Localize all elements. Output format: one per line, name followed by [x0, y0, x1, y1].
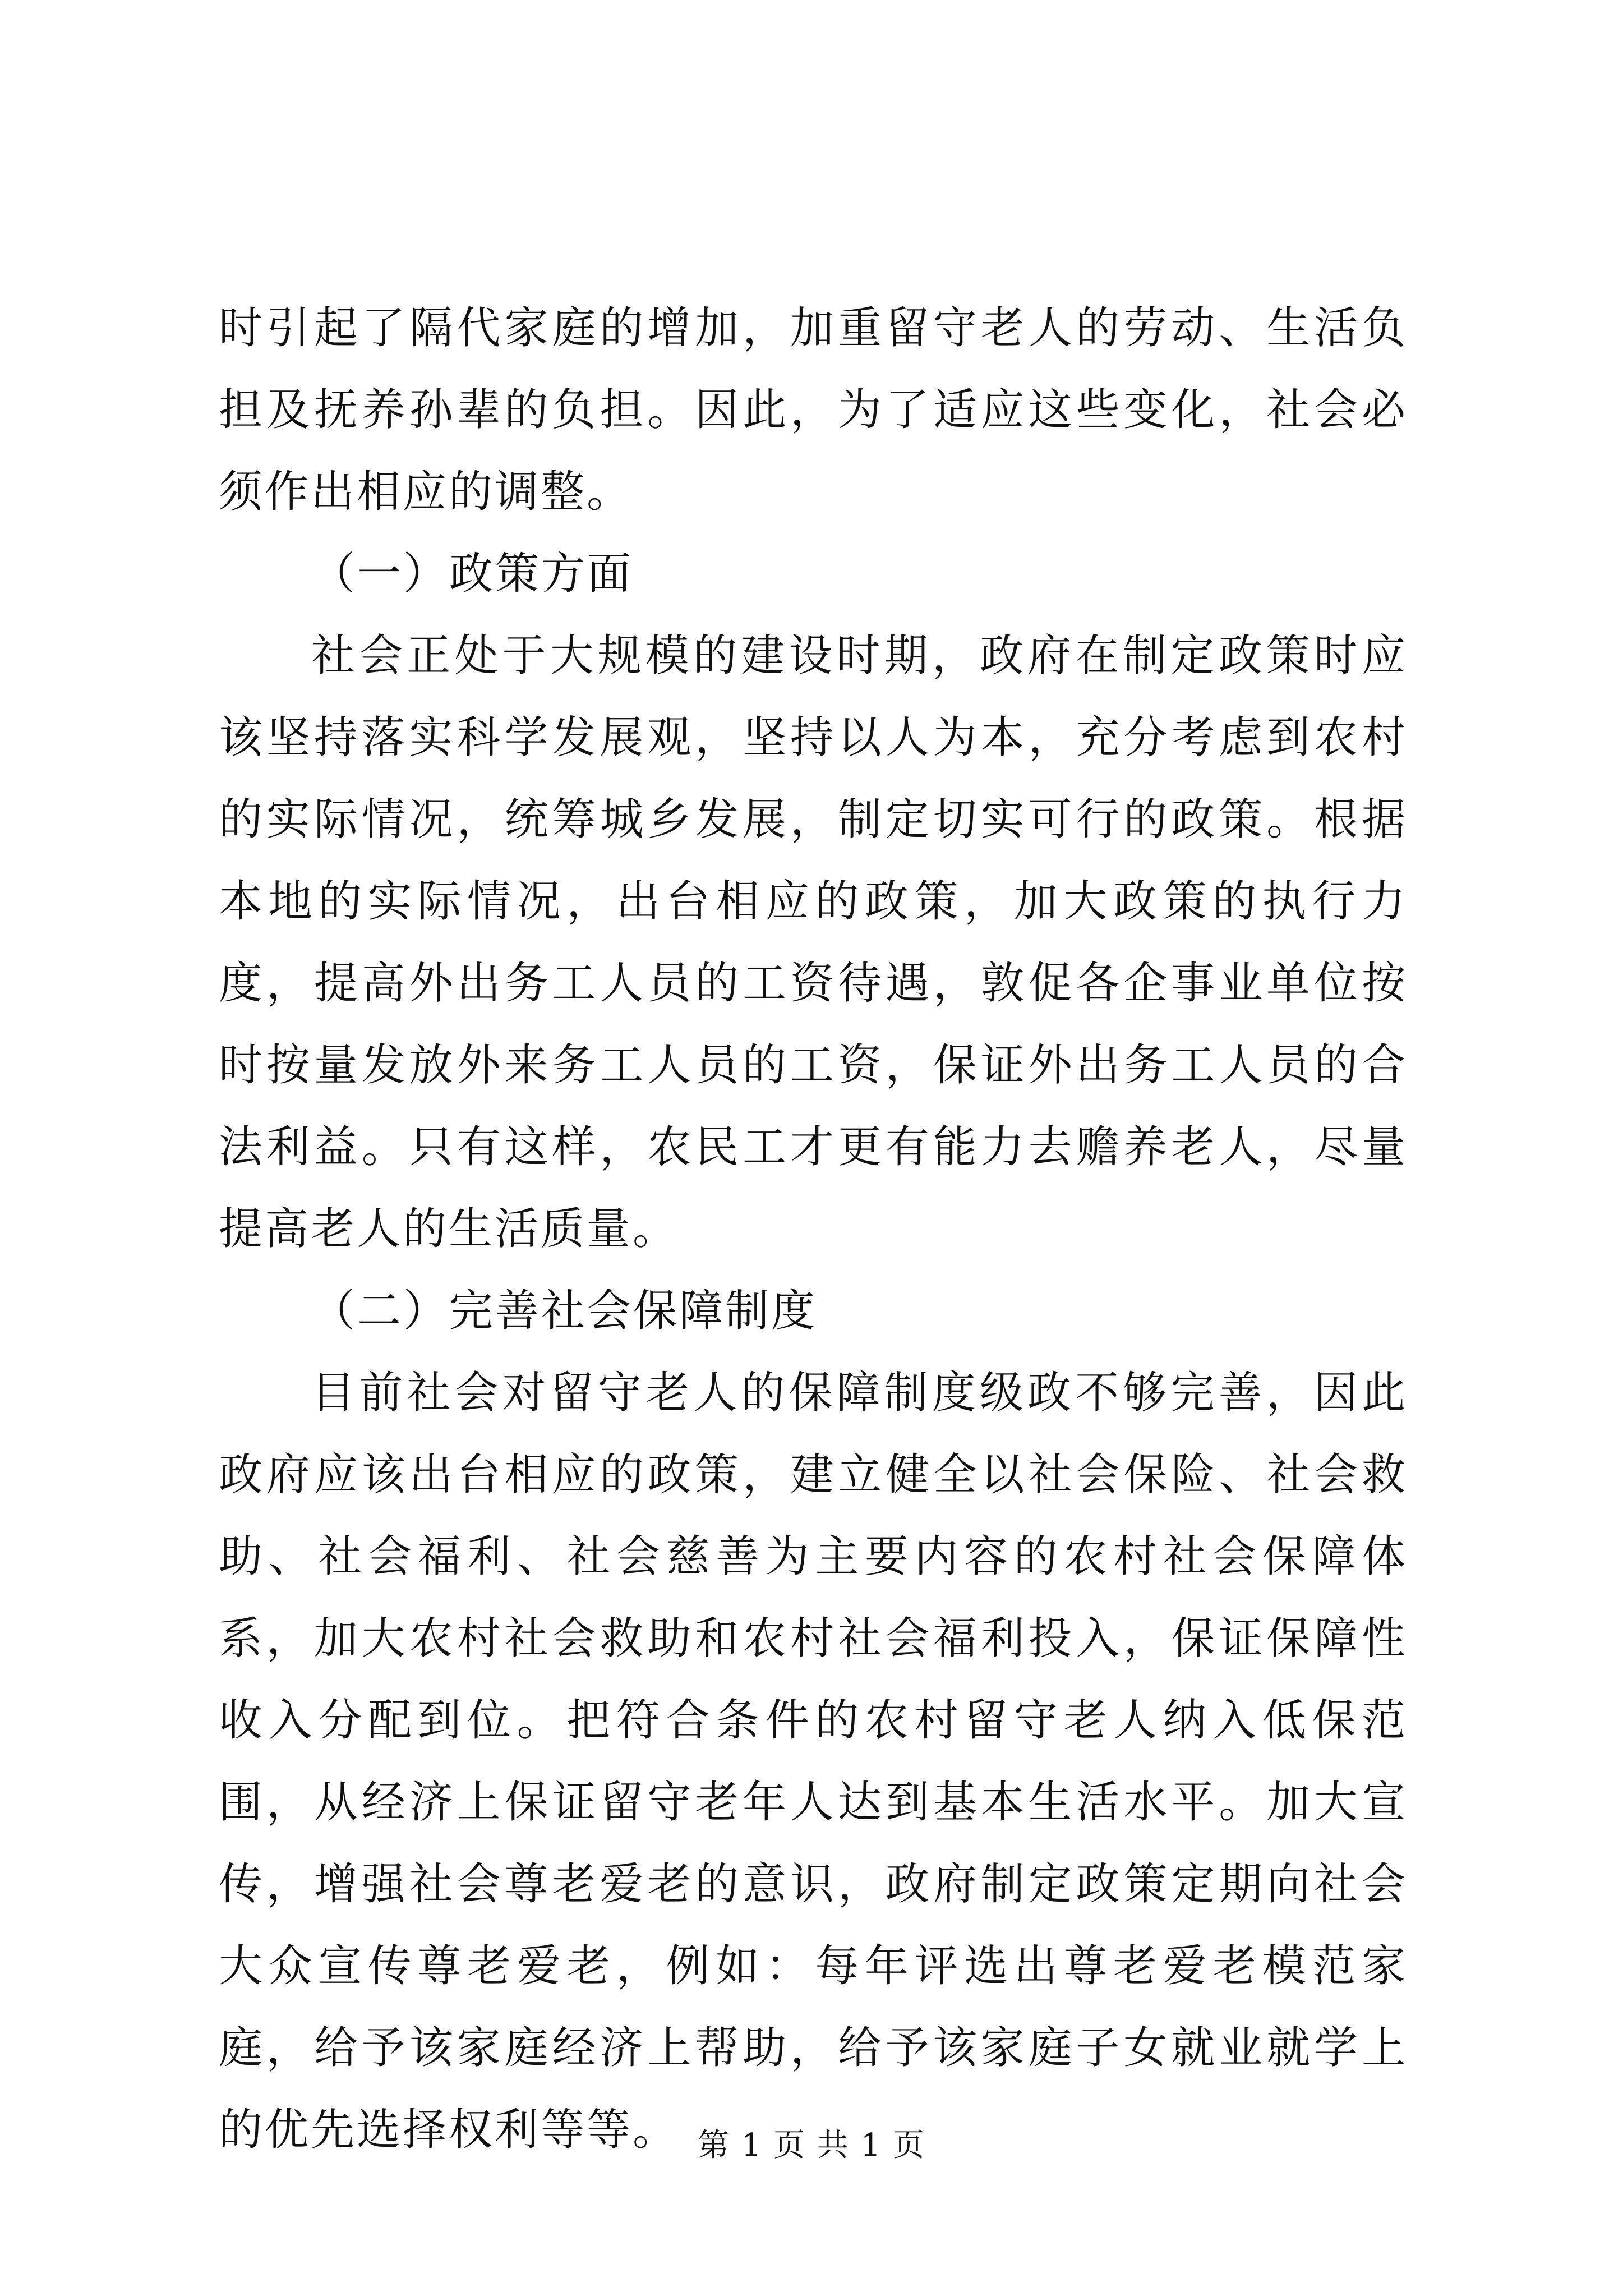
paragraph-policy: 社会正处于大规模的建设时期，政府在制定政策时应该坚持落实科学发展观，坚持以人为本，充分考虑到农村的实际情况，统筹城乡发展，制定切实可行的政策。根据本地的实际情况，出台相应的政策，加大政策的执行力度，提高外出务工人员的工资待遇，敦促各企事业单位按时按量发放外来务工人员的工资，保证外出务工人员的合法利益。只有这样，农民工才更有能力去赡养老人，尽量提高老人的生活质量。 — [219, 631, 1408, 1254]
paragraph-intro-continuation: 时引起了隔代家庭的增加，加重留守老人的劳动、生活负担及抚养孙辈的负担。因此，为了适应这些变化，社会必须作出相应的调整。 — [219, 303, 1408, 517]
page-number-footer: 第 1 页 共 1 页 — [697, 2127, 926, 2164]
section-heading-social-security: （二）完善社会保障制度 — [311, 1286, 818, 1336]
paragraph-social-security: 目前社会对留守老人的保障制度级政不够完善，因此政府应该出台相应的政策，建立健全以社会保险、社会救助、社会福利、社会慈善为主要内容的农村社会保障体系，加大农村社会救助和农村社会福利投入，保证保障性收入分配到位。把符合条件的农村留守老人纳入低保范围，从经济上保证留守老年人达到基本生活水平。加大宣传，增强社会尊老爱老的意识，政府制定政策定期向社会大众宣传尊老爱老，例如：每年评选出尊老爱老模范家庭，给予该家庭经济上帮助，给予该家庭子女就业就学上的优先选择权利等等。 — [219, 1368, 1408, 2155]
section-heading-policy: （一）政策方面 — [311, 549, 634, 599]
document-body — [219, 287, 1408, 2171]
